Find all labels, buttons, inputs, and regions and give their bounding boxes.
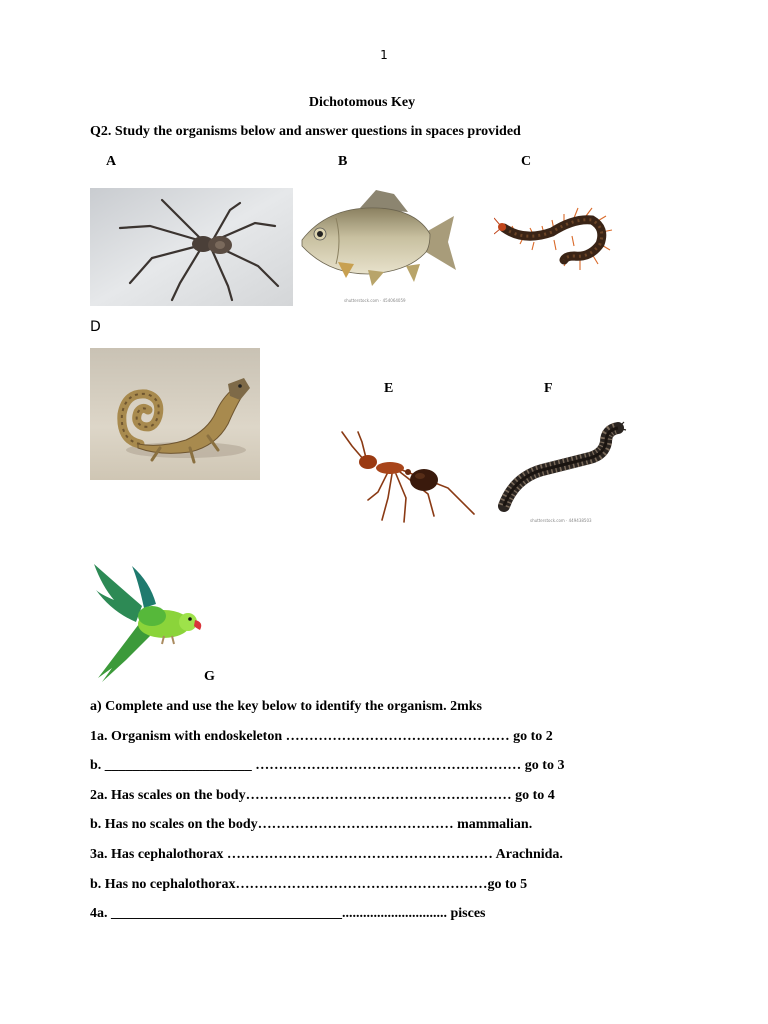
label-g: G <box>204 669 215 684</box>
key-line: 1a. Organism with endoskeleton ………………………………………… go to 2 <box>90 729 553 744</box>
ant-image <box>338 428 486 526</box>
question-text: Q2. Study the organisms below and answer questions in spaces provided <box>90 124 521 139</box>
fish-image-credit: shutterstock.com · 454064059 <box>344 298 406 303</box>
millipede-image-credit: shutterstock.com · 449438503 <box>530 518 592 523</box>
key-line: b. Has no cephalothorax………………………………………………go to 5 <box>90 877 528 892</box>
label-f: F <box>544 381 553 396</box>
label-c: C <box>521 154 532 169</box>
fish-image <box>298 186 458 308</box>
key-line: b. _____________________ ………………………………………………… go to 3 <box>90 758 565 773</box>
key-line: 2a. Has scales on the body………………………………………………… go to 4 <box>90 788 555 803</box>
lizard-image <box>90 348 260 480</box>
key-line: 4a. _________________________________.............................. pisces <box>90 906 486 921</box>
label-d: D <box>90 319 101 335</box>
spider-image <box>90 188 293 306</box>
page-title: Dichotomous Key <box>308 95 416 110</box>
label-a: A <box>106 154 117 169</box>
key-line: b. Has no scales on the body…………………………………… mammalian. <box>90 817 533 832</box>
label-e: E <box>384 381 394 396</box>
key-line: 3a. Has cephalothorax ………………………………………………… Arachnida. <box>90 847 563 862</box>
page-number: 1 <box>380 48 388 62</box>
centipede-image <box>494 198 614 272</box>
instruction-text: a) Complete and use the key below to identify the organism. 2mks <box>90 699 482 714</box>
label-b: B <box>338 154 348 169</box>
millipede-image <box>494 418 628 528</box>
parrot-image <box>92 560 206 682</box>
